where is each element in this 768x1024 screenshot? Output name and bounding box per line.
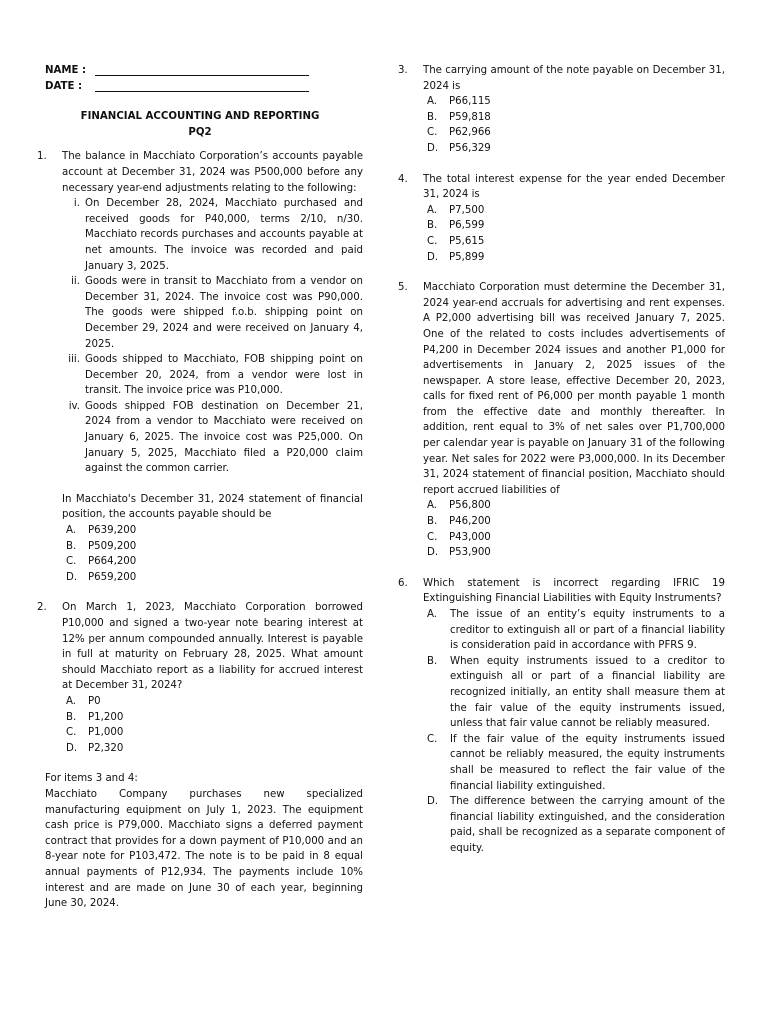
- choice-b[interactable]: [423, 110, 725, 126]
- choice-text: P2,320: [88, 742, 124, 754]
- question-6: [398, 576, 725, 857]
- choice-b[interactable]: [423, 218, 725, 234]
- question-5: [398, 280, 725, 561]
- choice-text: P66,115: [449, 96, 491, 108]
- choice-text: P664,200: [88, 556, 137, 568]
- option-text: When equity instruments issued to a creditor to extinguish all or part of a financial liability are recognized initially, an entity shall measure them at the fair value of the equity instruments issued, unless that fair value cannot be reliably measured.: [450, 655, 725, 730]
- choice-text: P1,000: [88, 727, 124, 739]
- choice-text: P1,200: [88, 711, 124, 723]
- left-column: [37, 63, 363, 912]
- choice-a[interactable]: [423, 498, 725, 514]
- sub-item-text: On December 28, 2024, Macchiato purchased and received goods for P40,000, terms 2/10, n/30. Macchiato records purchases and accounts payable at net amounts. The invoice was recorded and paid January 3, 2025.: [85, 198, 363, 272]
- choice-letter: D.: [66, 571, 78, 583]
- option-c[interactable]: [423, 732, 725, 794]
- choice-text: P5,615: [449, 235, 485, 247]
- choice-letter: B.: [427, 220, 438, 232]
- choice-text: P43,000: [449, 531, 491, 543]
- choice-letter: D.: [427, 251, 439, 263]
- choice-text: P59,818: [449, 111, 491, 123]
- option-text: The difference between the carrying amount of the financial liability extinguished, and the consideration paid, shall be recognized as a separate component of equity.: [450, 796, 725, 854]
- option-text: If the fair value of the equity instruments issued cannot be reliably measured, the equity instruments shall be measured to reflect the fair value of the financial liability extinguished.: [450, 733, 725, 792]
- context-text: Macchiato Company purchases new specialized manufacturing equipment on July 1, 2023. The equipment cash price is P79,000. Macchiato signs a deferred payment contract that provides for a down payment of P10,000 and an 8-year note for P103,472. The note is to be paid in 8 equal annual payments of P12,934. The payments include 10% interest and are made on June 30 of each year, beginning June 30, 2024.: [45, 788, 363, 910]
- choice-text: P639,200: [88, 525, 137, 537]
- question-2: [37, 600, 363, 756]
- choice-b[interactable]: [423, 514, 725, 530]
- date-label: DATE :: [45, 80, 83, 92]
- question-number: 5.: [398, 282, 408, 294]
- title-line-1: FINANCIAL ACCOUNTING AND REPORTING: [80, 111, 320, 123]
- choice-text: P5,899: [449, 251, 485, 263]
- choice-letter: D.: [66, 742, 78, 754]
- question-stem: Which statement is incorrect regarding IFRIC 19 Extinguishing Financial Liabilities with Equity Instruments?: [423, 577, 725, 605]
- sub-item-number: i.: [73, 198, 80, 210]
- option-letter: A.: [427, 609, 438, 620]
- choice-d[interactable]: [423, 545, 725, 561]
- question-number: 6.: [398, 577, 408, 589]
- choice-d[interactable]: [423, 141, 725, 157]
- question-4: [398, 172, 725, 266]
- choice-text: P6,599: [449, 220, 485, 232]
- choice-d[interactable]: [423, 250, 725, 266]
- right-column: [398, 63, 725, 857]
- page-title: [37, 109, 363, 140]
- choice-c[interactable]: [62, 554, 363, 570]
- choice-letter: B.: [427, 111, 438, 123]
- choice-text: P53,900: [449, 547, 491, 559]
- name-label: NAME :: [45, 65, 87, 76]
- question-3: [398, 63, 725, 157]
- sub-item-text: Goods shipped FOB destination on December 21, 2024 from a vendor to Macchiato were received on January 6, 2025. The invoice cost was P25,000. On January 5, 2025, Macchiato filed a P20,000 claim against the common carrier.: [85, 400, 363, 475]
- choice-c[interactable]: [423, 530, 725, 546]
- option-text: The issue of an entity’s equity instruments to a creditor to extinguish all or part of a financial liability is consideration paid in accordance with PFRS 9.: [450, 609, 725, 652]
- sub-item: [62, 399, 363, 477]
- choice-text: P659,200: [88, 571, 137, 583]
- choice-letter: C.: [66, 556, 77, 568]
- choice-letter: B.: [66, 711, 77, 723]
- date-line: [45, 79, 363, 95]
- choice-letter: A.: [427, 500, 438, 512]
- choice-a[interactable]: [423, 94, 725, 110]
- choice-text: P56,329: [449, 142, 491, 154]
- choice-letter: C.: [427, 127, 438, 139]
- sub-item-number: iv.: [68, 400, 80, 412]
- choice-letter: D.: [427, 547, 439, 559]
- option-letter: D.: [427, 796, 439, 808]
- question-stem: Macchiato Corporation must determine the December 31, 2024 year-end accruals for advertising and rent expenses. A P2,000 advertising bill was received January 7, 2025. One of the related to costs includes advertisements of P4,200 in December 2024 issues and another P1,000 for advertisements in January 2, 2025 issues of the newspaper. A store lease, effective December 20, 2023, calls for fixed rent of P6,000 per month payable 1 month from the effective date and monthly thereafter. In addition, rent equal to 3% of net sales over P1,700,000 per calendar year is payable on January 31 of the following year. Net sales for 2022 were P3,000,000. In its December 31, 2024 statement of financial position, Macchiato should report accrued liabilities of: [423, 282, 725, 496]
- question-1: [37, 149, 363, 585]
- choice-b[interactable]: [62, 710, 363, 726]
- choice-letter: B.: [427, 516, 438, 528]
- choice-text: P7,500: [449, 204, 485, 216]
- choice-text: P46,200: [449, 516, 491, 528]
- choice-letter: A.: [427, 96, 438, 108]
- choice-b[interactable]: [62, 539, 363, 555]
- question-stem: The balance in Macchiato Corporation’s accounts payable account at December 31, 2024 was P500,000 before any necessary year-end adjustments relating to the following:: [62, 151, 363, 194]
- option-letter: B.: [427, 655, 438, 667]
- question-number: 1.: [37, 151, 47, 163]
- choice-c[interactable]: [423, 125, 725, 141]
- choice-text: P56,800: [449, 500, 491, 512]
- choice-letter: A.: [66, 695, 77, 707]
- choice-a[interactable]: [62, 523, 363, 539]
- choice-letter: A.: [66, 525, 77, 537]
- sub-item: [62, 352, 363, 399]
- choice-letter: B.: [66, 540, 77, 552]
- choice-letter: A.: [427, 204, 438, 216]
- choice-letter: D.: [427, 142, 439, 154]
- sub-item-text: Goods shipped to Macchiato, FOB shipping point on December 20, 2024, from a vendor were lost in transit. The invoice price was P10,000.: [85, 354, 363, 397]
- question-prompt: In Macchiato's December 31, 2024 statement of financial position, the accounts payable should be: [62, 493, 363, 521]
- choice-c[interactable]: [62, 725, 363, 741]
- choice-text: P0: [88, 695, 101, 707]
- question-number: 4.: [398, 173, 408, 185]
- option-d[interactable]: [423, 794, 725, 856]
- option-letter: C.: [427, 733, 438, 745]
- choice-d[interactable]: [62, 570, 363, 586]
- choice-text: P509,200: [88, 540, 137, 552]
- option-a[interactable]: [423, 607, 725, 654]
- question-stem: The carrying amount of the note payable on December 31, 2024 is: [423, 65, 725, 92]
- question-stem: The total interest expense for the year ended December 31, 2024 is: [423, 173, 725, 201]
- choice-letter: C.: [427, 235, 438, 247]
- title-line-2: PQ2: [188, 126, 212, 138]
- sub-item-number: ii.: [71, 276, 80, 288]
- choice-d[interactable]: [62, 741, 363, 757]
- choice-a[interactable]: [62, 694, 363, 710]
- sub-item: [62, 274, 363, 352]
- date-blank[interactable]: [95, 79, 309, 92]
- name-blank[interactable]: [95, 63, 309, 76]
- option-b[interactable]: [423, 654, 725, 732]
- choice-letter: C.: [66, 727, 77, 739]
- choice-a[interactable]: [423, 203, 725, 219]
- items-3-4-context: [37, 771, 363, 911]
- question-stem: On March 1, 2023, Macchiato Corporation borrowed P10,000 and signed a two-year note bearing interest at 12% per annum compounded annually. Interest is payable in full at maturity on February 28, 2025. What amount should Macchiato report as a liability for accrued interest at December 31, 2024?: [62, 602, 363, 692]
- name-line: [45, 63, 363, 79]
- sub-item-text: Goods were in transit to Macchiato from a vendor on December 31, 2024. The invoice cost was P90,000. The goods were shipped f.o.b. shipping point on December 29, 2024 and were received on January 4, 2025.: [85, 276, 363, 350]
- choice-text: P62,966: [449, 127, 491, 139]
- context-label: For items 3 and 4:: [45, 773, 138, 785]
- question-number: 3.: [398, 65, 408, 76]
- choice-c[interactable]: [423, 234, 725, 250]
- sub-item: [62, 196, 363, 274]
- question-number: 2.: [37, 602, 47, 614]
- choice-letter: C.: [427, 531, 438, 543]
- sub-item-number: iii.: [68, 354, 80, 366]
